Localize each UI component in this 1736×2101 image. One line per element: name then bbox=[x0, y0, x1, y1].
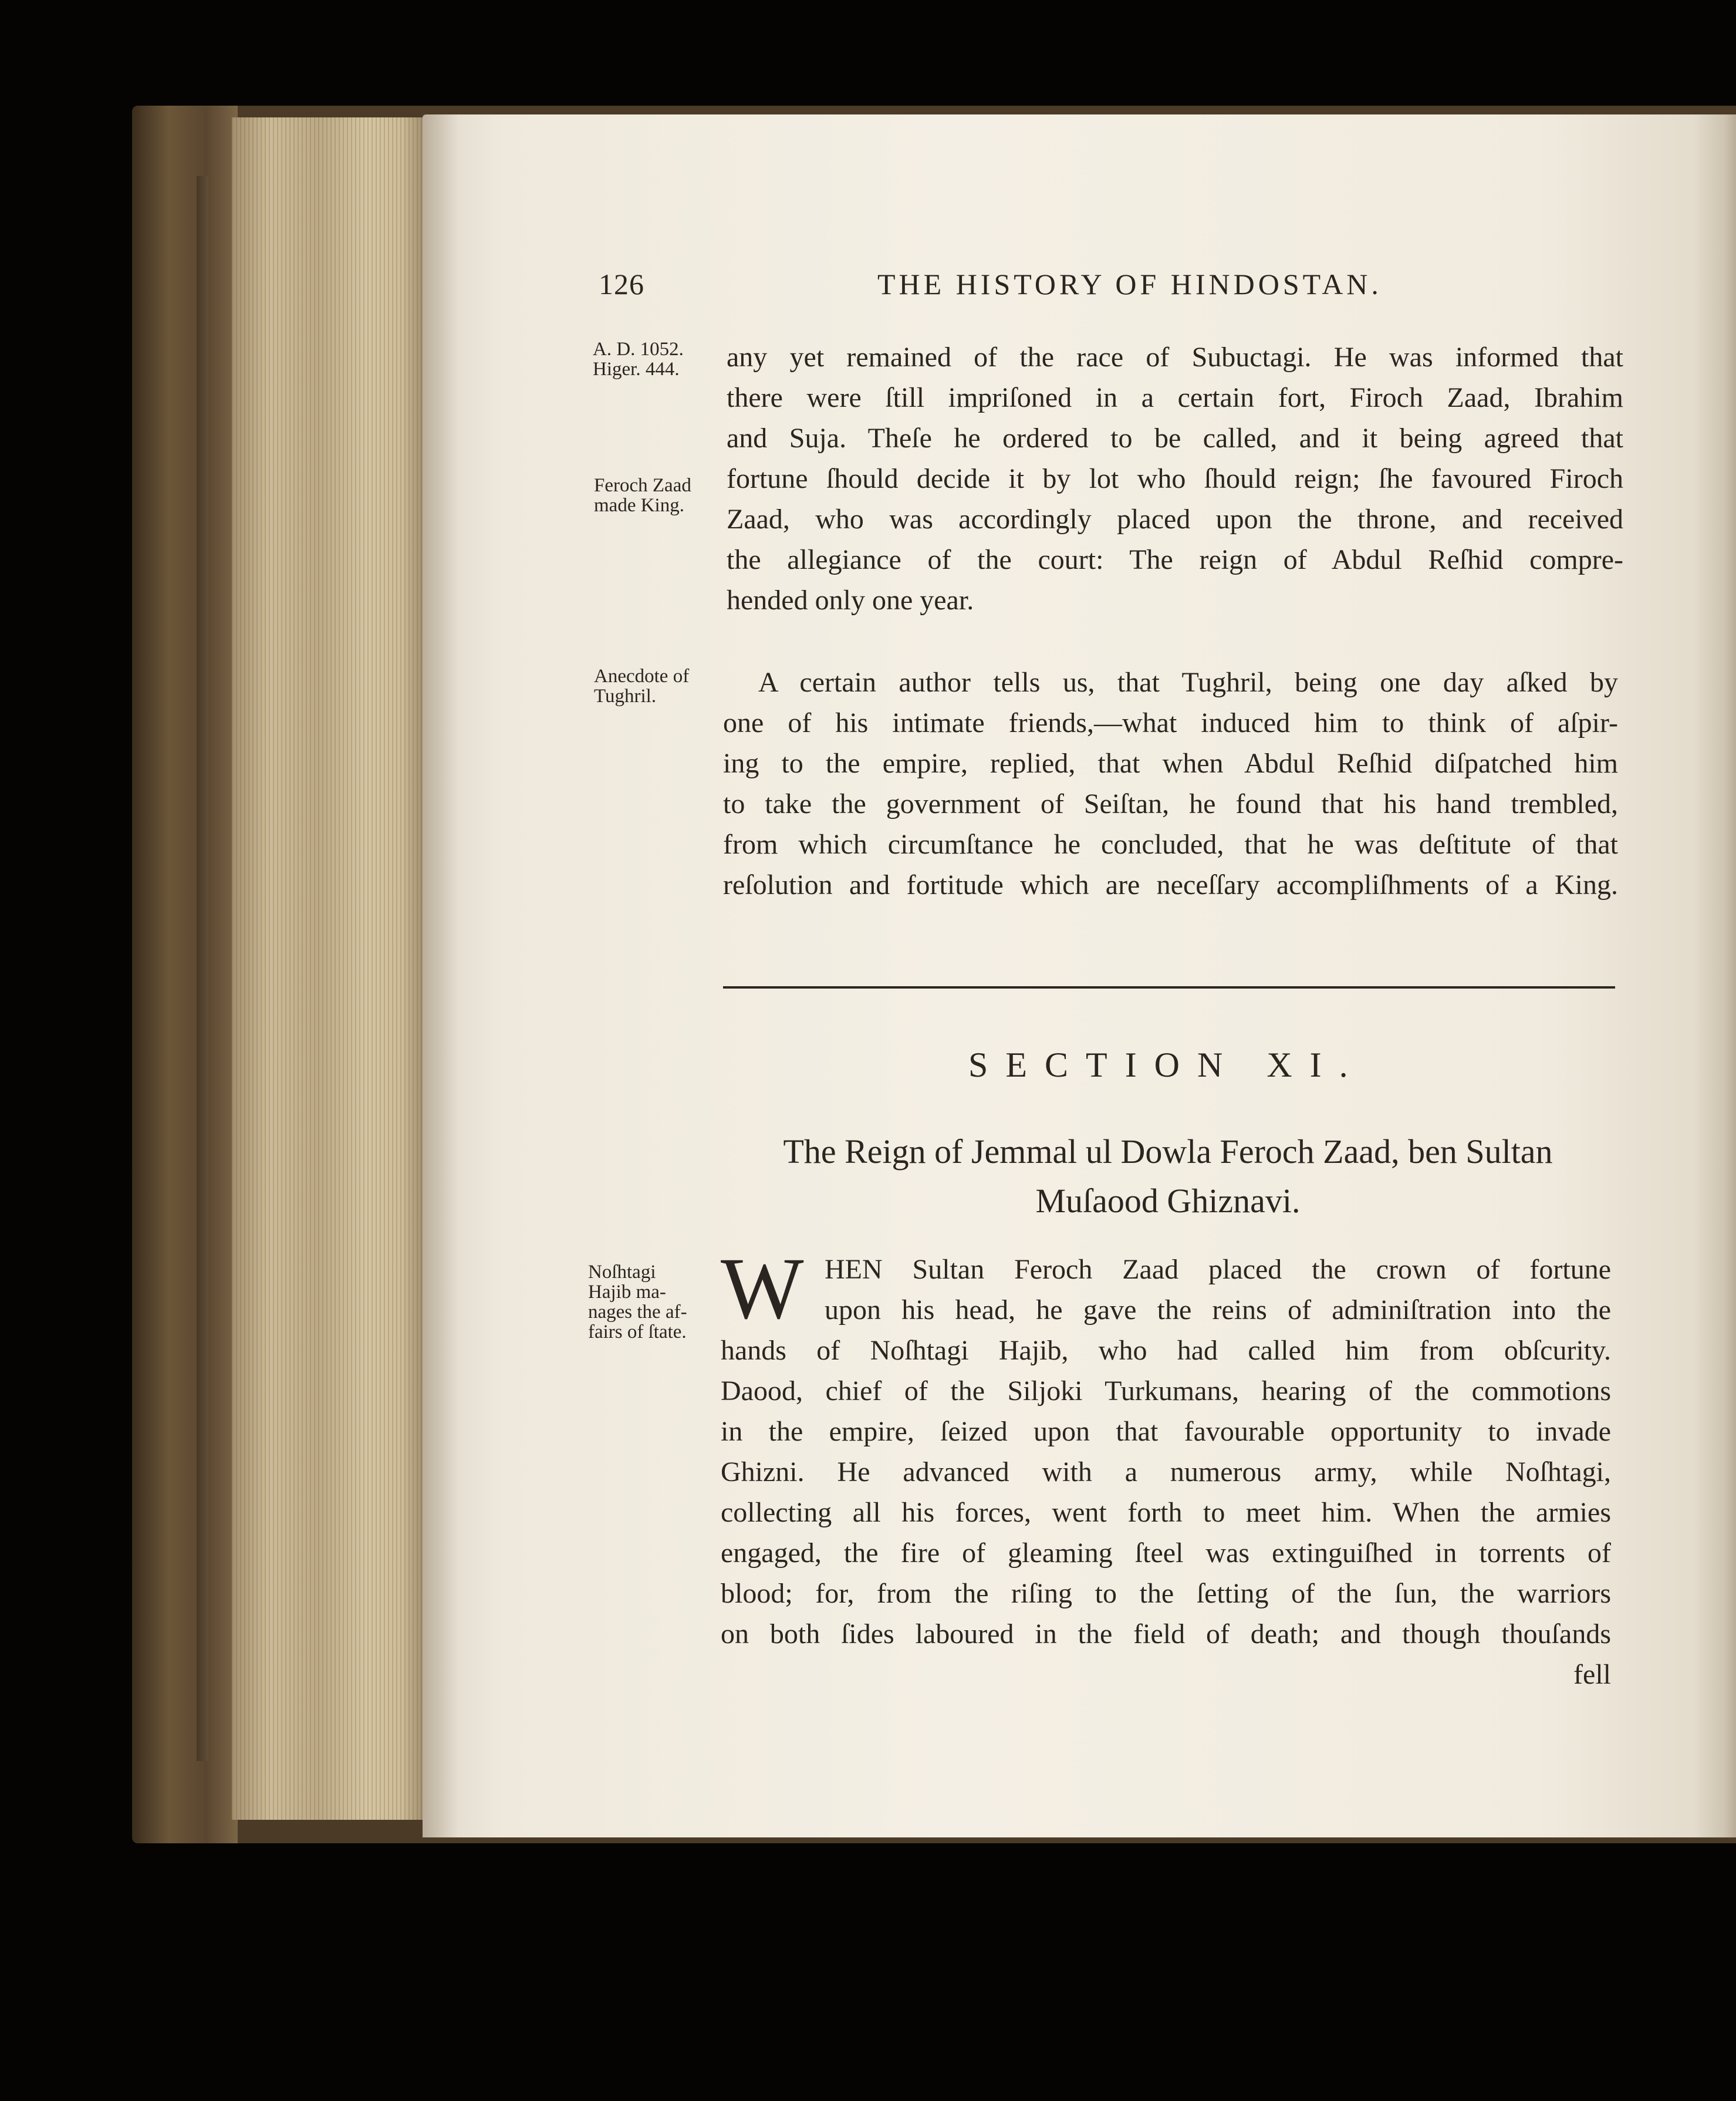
margin-note-noshtagi bbox=[588, 1262, 687, 1342]
margin-note-line: Tughril. bbox=[594, 686, 657, 707]
margin-note-line: Higer. 444. bbox=[593, 359, 680, 380]
running-head bbox=[599, 267, 1620, 308]
text-line: hands of Noſhtagi Hajib, who had called him from obſcurity. bbox=[721, 1335, 1611, 1366]
margin-note-line: nages the af- bbox=[588, 1301, 687, 1323]
text-line: Zaad, who was accordingly placed upon the throne, and received bbox=[727, 504, 1623, 535]
paragraph-2 bbox=[723, 662, 1618, 905]
text-line: Daood, chief of the Siljoki Turkumans, hearing of the commotions bbox=[721, 1375, 1611, 1407]
margin-note-line: made King. bbox=[594, 495, 684, 516]
margin-note-line: Hajib ma- bbox=[588, 1281, 666, 1303]
text-line: the allegiance of the court: The reign of Abdul Reſhid compre- bbox=[727, 544, 1623, 575]
text-line: one of his intimate friends,—what induced him to think of aſpir- bbox=[723, 707, 1618, 738]
text-line: collecting all his forces, went forth to meet him. When the armies bbox=[721, 1497, 1611, 1528]
paragraph-3 bbox=[721, 1330, 1611, 1695]
reign-title-line: Muſaood Ghiznavi. bbox=[1035, 1182, 1301, 1220]
text-line: ing to the empire, replied, that when Abdul Reſhid diſpatched him bbox=[723, 748, 1618, 779]
page-stack-edge bbox=[232, 117, 425, 1820]
margin-note-line: Feroch Zaad bbox=[594, 475, 691, 496]
reign-title bbox=[722, 1127, 1614, 1226]
text-line: blood; for, from the riſing to the ſetting of the ſun, the warriors bbox=[721, 1578, 1611, 1609]
margin-note-line: A. D. 1052. bbox=[593, 339, 684, 360]
margin-note-anecdote bbox=[594, 666, 689, 706]
text-line: upon his head, he gave the reins of adminiſtration into the bbox=[825, 1294, 1611, 1326]
section-divider bbox=[723, 986, 1615, 989]
margin-note-date bbox=[593, 339, 684, 379]
margin-note-line: fairs of ſtate. bbox=[588, 1321, 687, 1343]
text-line: in the empire, ſeized upon that favourable opportunity to invade bbox=[721, 1416, 1611, 1447]
catchword: fell bbox=[1573, 1659, 1611, 1690]
text-line: Ghizni. He advanced with a numerous army, while Noſhtagi, bbox=[721, 1456, 1611, 1488]
text-line: reſolution and fortitude which are neceſſary accompliſhments of a King. bbox=[723, 869, 1618, 901]
page-number: 126 bbox=[599, 268, 644, 301]
text-line: HEN Sultan Feroch Zaad placed the crown of fortune bbox=[825, 1254, 1611, 1285]
text-line: and Suja. Theſe he ordered to be called, and it being agreed that bbox=[727, 423, 1623, 454]
paragraph-3-indented bbox=[825, 1249, 1611, 1330]
section-heading: SECTION XI. bbox=[968, 1046, 1366, 1084]
margin-note-feroch bbox=[594, 475, 691, 515]
running-title: THE HISTORY OF HINDOSTAN. bbox=[877, 268, 1382, 301]
margin-note-line: Noſhtagi bbox=[588, 1262, 656, 1283]
text-line: on both ſides laboured in the field of death; and though thouſands bbox=[721, 1618, 1611, 1650]
drop-cap: W bbox=[721, 1240, 804, 1337]
reign-title-line: The Reign of Jemmal ul Dowla Feroch Zaad, ben Sultan bbox=[783, 1132, 1553, 1171]
text-line: A certain author tells us, that Tughril, being one day aſked by bbox=[758, 667, 1618, 698]
text-line: hended only one year. bbox=[727, 585, 974, 616]
text-line: fortune ſhould decide it by lot who ſhould reign; ſhe favoured Firoch bbox=[727, 463, 1623, 494]
page-curl bbox=[1695, 114, 1736, 1837]
text-line: to take the government of Seiſtan, he found that his hand trembled, bbox=[723, 788, 1618, 820]
paragraph-1 bbox=[727, 337, 1623, 620]
margin-note-line: Anecdote of bbox=[594, 666, 690, 687]
text-line: there were ſtill impriſoned in a certain fort, Firoch Zaad, Ibrahim bbox=[727, 382, 1623, 413]
book-cover-edge bbox=[132, 106, 238, 1843]
text-line: any yet remained of the race of Subuctagi. He was informed that bbox=[727, 342, 1623, 373]
text-line: from which circumſtance he concluded, that he was deſtitute of that bbox=[723, 829, 1618, 860]
text-line: engaged, the fire of gleaming ſteel was extinguiſhed in torrents of bbox=[721, 1537, 1611, 1569]
